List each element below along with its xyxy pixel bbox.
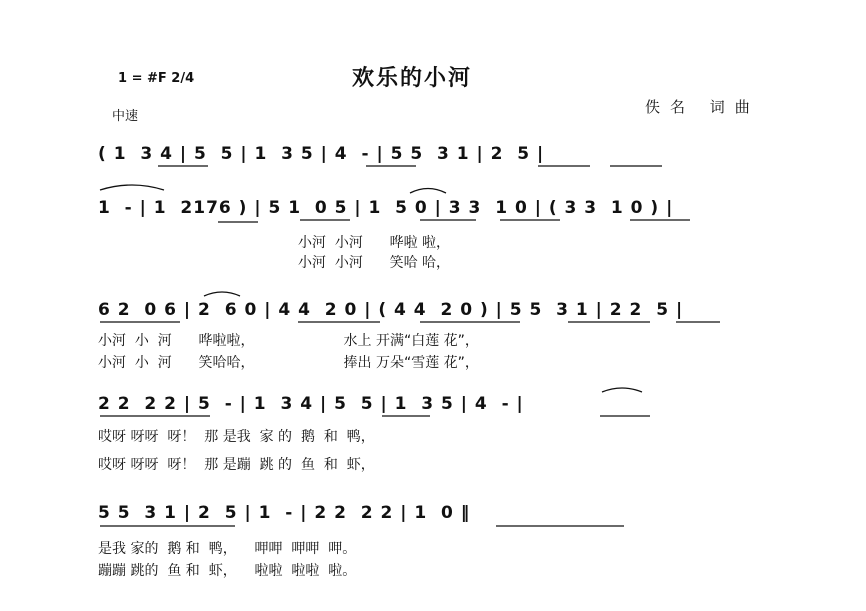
music-line-3: 6 2 0 6 | 2 6 0 | 4 4 2 0 | ( 4 4 2 0 ) | 5 5 3 1 | 2 2 5 | (98, 300, 684, 320)
lyric-line-3b: 小河 小 河 笑哈哈， 捧出 万朵“雪莲 花”， (98, 355, 479, 371)
lyric-line-5b: 蹦蹦 跳的 鱼 和 虾， 啦啦 啦啦 啦。 (98, 563, 357, 579)
lyric-line-4b: 哎呀 呀呀 呀！ 那 是蹦 跳 的 鱼 和 虾， (98, 457, 375, 473)
lyric-line-5a: 是我 家的 鹅 和 鸭， 呷呷 呷呷 呷。 (98, 541, 357, 557)
credit-line: 佚名 词曲 (645, 98, 760, 116)
music-line-4: 2 2 2 2 | 5 - | 1 3 4 | 5 5 | 1 3 5 | 4 - | (98, 394, 524, 414)
lyric-line-4a: 哎呀 呀呀 呀！ 那 是我 家 的 鹅 和 鸭， (98, 429, 375, 445)
key-signature: 1 = #F 2/4 (118, 71, 195, 86)
music-line-1: ( 1 3 4 | 5 5 | 1 3 5 | 4 - | 5 5 3 1 | 2 5 | (98, 144, 545, 164)
lyric-line-2b: 小河 小河 笑哈 哈， (298, 255, 451, 271)
lyric-line-3a: 小河 小 河 哗啦啦， 水上 开满“白莲 花”， (98, 333, 479, 349)
lyric-line-2a: 小河 小河 哗啦 啦， (298, 235, 451, 251)
tempo-marking: 中速 (112, 109, 139, 124)
song-title: 欢乐的小河 (352, 66, 473, 91)
music-line-5: 5 5 3 1 | 2 5 | 1 - | 2 2 2 2 | 1 0 ‖ (98, 503, 471, 523)
music-line-2: 1 - | 1 2176 ) | 5 1 0 5 | 1 5 0 | 3 3 1 0 | ( 3 3 1 0 ) | (98, 198, 674, 218)
